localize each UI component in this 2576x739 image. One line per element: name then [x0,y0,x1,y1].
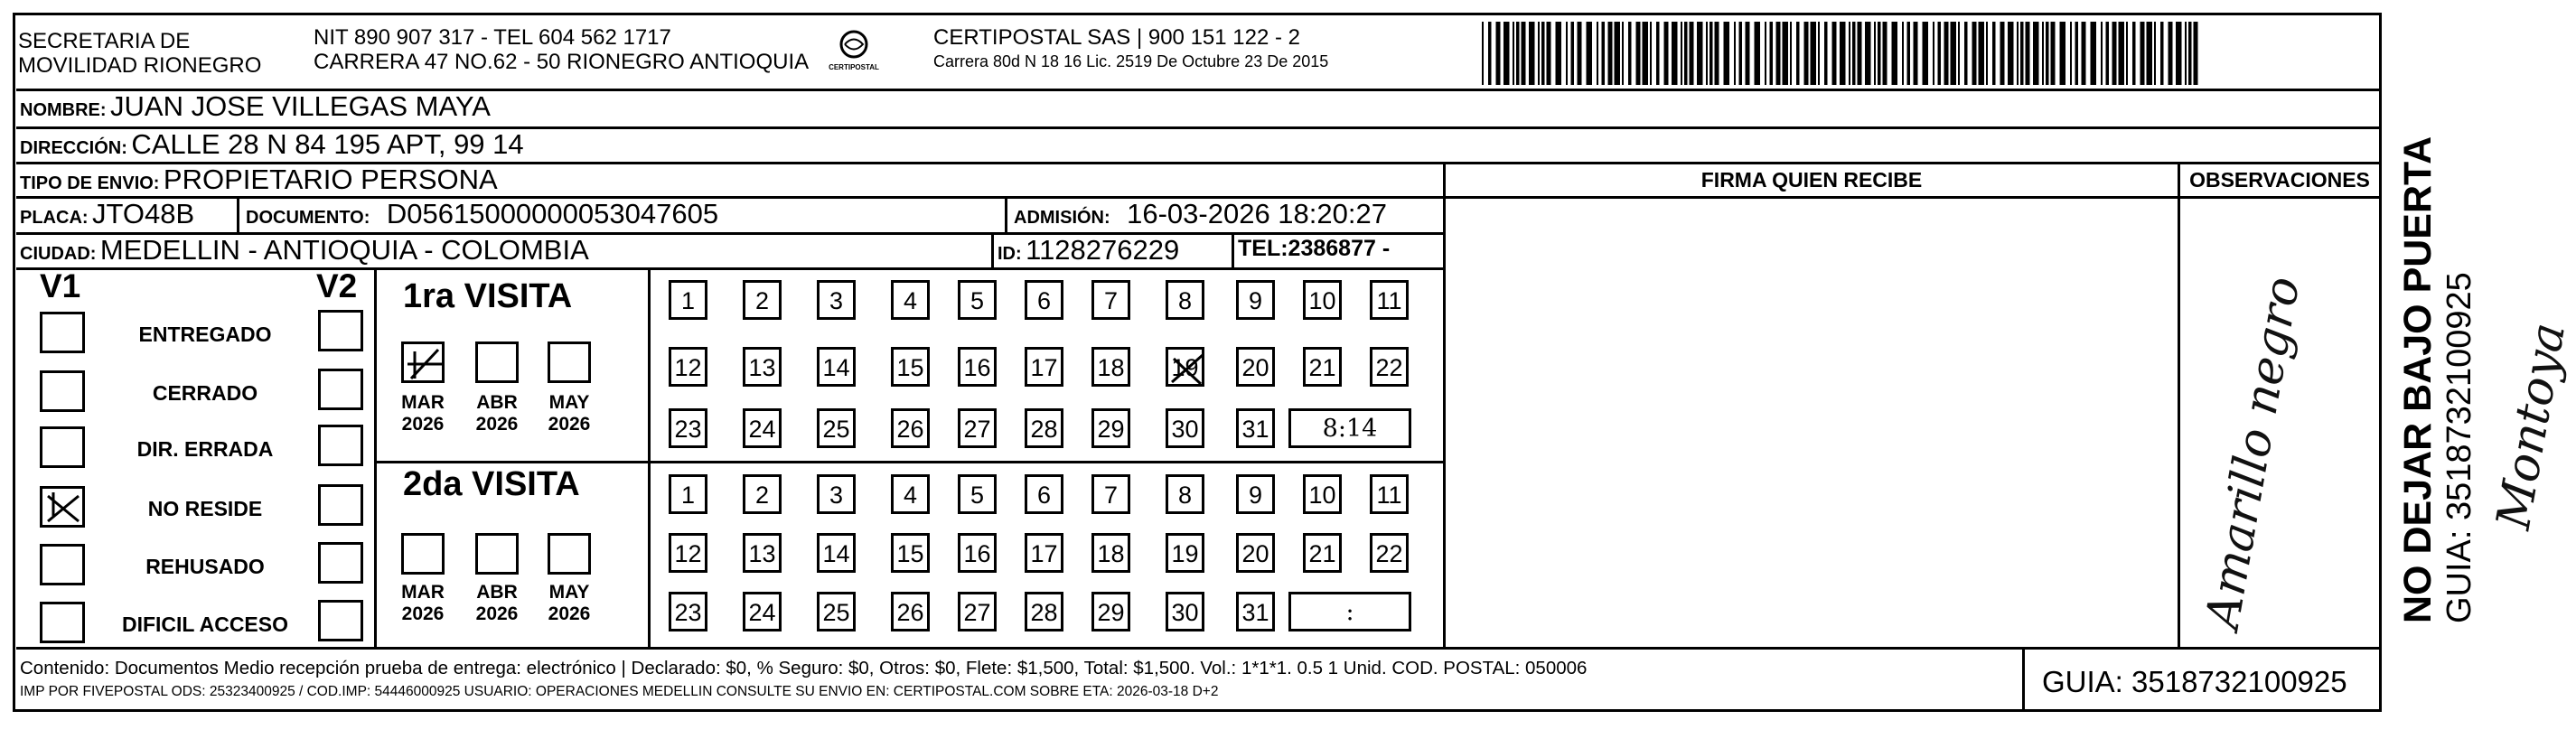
barcode-bar [1578,22,1582,85]
month-label: MAR 2026 [401,392,445,435]
footer-imp: IMP POR FIVEPOSTAL ODS: 25323400925 / COD.IMP: 54446000925 USUARIO: OPERACIONES MEDELLIN CONSULTE SU ENVIO EN: CERTIPOSTAL.COM SOBRE ETA: 2026-03-18 D+2 [20,684,1219,699]
barcode-bar [2008,22,2014,85]
barcode-bar [2194,22,2198,85]
certipostal-logo-icon [827,27,881,72]
nombre-label: NOMBRE: [20,100,107,120]
barcode-bar [1849,22,1850,85]
day-box[interactable]: 24 [743,592,782,631]
barcode-bar [1811,22,1817,85]
direccion-row [20,128,524,161]
barcode-bar [2017,22,2019,85]
barcode-bar [1690,22,1694,85]
barcode-bar [1765,22,1766,85]
month-checkbox[interactable] [401,341,445,383]
barcode-bar [2185,22,2187,85]
barcode-bar [1636,22,1641,85]
direccion-label: DIRECCIÓN: [20,138,127,158]
barcode-bar [1944,22,1949,85]
barcode-bar [1796,22,1800,85]
day-box[interactable]: 18 [1091,533,1130,573]
day-box[interactable]: 16 [958,347,997,387]
org-name [18,29,261,78]
barcode-bar [1992,22,1996,85]
barcode-bar [1979,22,1985,85]
v2-checkbox[interactable] [318,310,363,351]
barcode-bar [1587,22,1593,85]
id-cell [998,234,1179,267]
day-box[interactable]: 1 [669,474,707,514]
barcode-bar [2140,22,2145,85]
day-box[interactable]: 10 [1303,474,1342,514]
status-divider [374,267,377,647]
month-label: ABR 2026 [475,392,519,435]
nombre-row [20,90,491,123]
day-box[interactable]: 7 [1091,474,1130,514]
day-box[interactable]: 11 [1370,474,1409,514]
barcode-bar [2070,22,2072,85]
barcode-bar [1715,22,1719,85]
firma-label: FIRMA QUIEN RECIBE [1700,168,1923,192]
v2-checkbox[interactable] [318,600,363,641]
barcode-bar [2046,22,2049,85]
barcode-bar [2176,22,2182,85]
no-dejar-bajo-puerta: NO DEJAR BAJO PUERTA [2396,136,2440,623]
address-line: CARRERA 47 NO.62 - 50 RIONEGRO ANTIOQUIA [314,50,810,74]
barcode-bar [1516,22,1520,85]
documento-value: D05615000000053047605 [386,198,719,229]
visit-divider [374,461,1444,463]
v1-label: V1 [40,267,81,304]
id-label: ID: [998,244,1022,264]
ciudad-label: CIUDAD: [20,244,97,264]
direccion-value: CALLE 28 N 84 195 APT, 99 14 [131,128,524,160]
barcode-bar [1656,22,1660,85]
day-box[interactable]: 23 [669,592,707,631]
day-box[interactable]: 9 [1236,474,1275,514]
barcode-bar [1566,22,1568,85]
day-box[interactable]: 12 [669,347,707,387]
barcode-bar [1840,22,1846,85]
admision-value: 16-03-2026 18:20:27 [1127,198,1387,229]
day-box[interactable]: 22 [1370,533,1409,573]
barcode-bar [1513,22,1514,85]
v2-checkbox[interactable] [318,425,363,466]
day-box[interactable]: 10 [1303,280,1342,320]
day-box[interactable]: 15 [891,533,930,573]
cell-divider [1005,196,1007,232]
tipo-value: PROPIETARIO PERSONA [163,164,498,195]
day-box[interactable]: 30 [1166,592,1204,631]
day-box[interactable]: 7 [1091,280,1130,320]
barcode-bar [1681,22,1682,85]
day-box[interactable]: 21 [1303,347,1342,387]
barcode-bar [1697,22,1703,85]
svg-text:CERTIPOSTAL: CERTIPOSTAL [829,63,879,71]
month-label: MAY 2026 [548,392,591,435]
status-option-label: REHUSADO [145,555,265,578]
v1-checkbox[interactable] [40,486,85,528]
barcode-bar [1818,22,1820,85]
id-value: 1128276229 [1026,234,1180,266]
observaciones-label: OBSERVACIONES [2189,168,2370,192]
day-box[interactable]: 17 [1025,533,1063,573]
barcode-bar [1852,22,1856,85]
month-divider [648,267,651,647]
month-label: MAY 2026 [548,582,591,624]
day-box[interactable]: 6 [1025,280,1063,320]
barcode-bar [2112,22,2117,85]
day-box[interactable]: 4 [891,280,930,320]
courier-line2: Carrera 80d N 18 16 Lic. 2519 De Octubre 23 De 2015 [933,52,1329,70]
barcode-bar [2082,22,2086,85]
day-box[interactable]: 27 [958,592,997,631]
barcode [1480,22,2203,85]
placa-row [20,198,194,230]
day-box[interactable]: 26 [891,592,930,631]
barcode-bar [2132,22,2136,85]
barcode-bar [1878,22,1881,85]
month-checkbox[interactable] [548,533,591,575]
month-checkbox[interactable] [475,341,519,383]
cell-divider [1232,232,1234,268]
day-box[interactable]: 14 [817,533,856,573]
day-box[interactable]: 17 [1025,347,1063,387]
documento-label: DOCUMENTO: [246,208,370,228]
month-label: ABR 2026 [475,582,519,624]
barcode-bar [2160,22,2164,85]
barcode-bar [1986,22,1988,85]
day-box[interactable]: 26 [891,408,930,448]
day-box[interactable]: 5 [958,474,997,514]
day-box[interactable]: 8 [1166,474,1204,514]
row-divider [16,267,1444,270]
barcode-bar [1892,22,1898,85]
day-box[interactable]: 11 [1370,280,1409,320]
day-box[interactable]: 15 [891,347,930,387]
tel-cell [1238,236,1390,262]
v1-checkbox[interactable] [40,544,85,585]
tipo-label: TIPO DE ENVIO: [20,173,160,193]
barcode-bar [1684,22,1688,85]
day-box[interactable]: 21 [1303,533,1342,573]
day-box[interactable]: 6 [1025,474,1063,514]
day-box[interactable]: 30 [1166,408,1204,448]
barcode-bar [1496,22,1501,85]
day-box[interactable]: 22 [1370,347,1409,387]
barcode-bar [1958,22,1960,85]
first-visit-title: 1ra VISITA [403,277,573,315]
org-line2: MOVILIDAD RIONEGRO [18,53,262,78]
barcode-bar [1972,22,1977,85]
status-option-label: CERRADO [152,381,258,405]
day-box[interactable]: 13 [743,347,782,387]
placa-label: PLACA: [20,208,89,228]
courier-info [933,25,1328,73]
admision-cell [1014,198,1387,230]
barcode-bar [2060,22,2066,85]
day-box[interactable]: 18 [1091,347,1130,387]
barcode-bar [1951,22,1957,85]
barcode-bar [1597,22,1598,85]
barcode-bar [1874,22,1876,85]
day-box[interactable]: 16 [958,533,997,573]
day-box[interactable]: 20 [1236,347,1275,387]
courier-line1: CERTIPOSTAL SAS | 900 151 122 - 2 [933,25,1300,50]
footer-guia-divider [2022,647,2025,712]
handwritten-observation: Amarillo negro [2196,272,2311,633]
nombre-value: JUAN JOSE VILLEGAS MAYA [110,90,491,122]
day-box[interactable]: 24 [743,408,782,448]
tipo-row [20,164,498,196]
v1-checkbox[interactable] [40,370,85,412]
barcode-bar [1858,22,1862,85]
barcode-bar [2169,22,2173,85]
barcode-bar [2188,22,2192,85]
org-contact [314,25,809,74]
barcode-bar [1923,22,1929,85]
month-checkbox[interactable] [548,341,591,383]
v2-checkbox[interactable] [318,369,363,410]
barcode-bar [2147,22,2153,85]
barcode-bar [1571,22,1575,85]
day-box[interactable]: 2 [743,474,782,514]
barcode-bar [1650,22,1652,85]
barcode-bar [1824,22,1828,85]
cell-divider [237,196,239,232]
v1-checkbox[interactable] [40,426,85,468]
firma-divider [1443,162,1446,647]
status-option-label: DIFICIL ACCESO [121,613,288,636]
status-option-label: NO RESIDE [147,497,263,520]
status-option-label: DIR. ERRADA [136,437,274,461]
day-box[interactable]: 13 [743,533,782,573]
barcode-bar [1770,22,1774,85]
barcode-bar [2000,22,2005,85]
month-checkbox[interactable] [475,533,519,575]
v1-checkbox[interactable] [40,312,85,353]
tel-label: TEL: [1238,236,1288,261]
barcode-bar [2026,22,2030,85]
firma-header-divider [1443,196,2382,199]
ciudad-value: MEDELLIN - ANTIOQUIA - COLOMBIA [99,234,589,266]
day-box[interactable]: 27 [958,408,997,448]
day-box[interactable]: 28 [1025,592,1063,631]
barcode-bar [1664,22,1669,85]
barcode-bar [1706,22,1708,85]
v2-label: V2 [316,267,358,304]
placa-value: JTO48B [92,198,195,229]
barcode-bar [1538,22,1540,85]
barcode-bar [1541,22,1545,85]
barcode-bar [2154,22,2156,85]
month-checkbox[interactable] [401,533,445,575]
handwritten-name: Montoya [2487,318,2576,534]
barcode-bar [1556,22,1562,85]
barcode-bar [1804,22,1809,85]
barcode-bar [1622,22,1624,85]
footer-contenido: Contenido: Documentos Medio recepción prueba de entrega: electrónico | Declarado: $0, % Seguro: $0, Otros: $0, Flete: $1,500, Total: $1,500. Vol.: 1*1*1. 0.5 1 Unid. COD. POSTAL: 050006 [20,658,1588,678]
footer-guia: GUIA: 3518732100925 [2042,665,2347,698]
barcode-bar [1734,22,1736,85]
day-box[interactable]: 3 [817,474,856,514]
barcode-bar [2101,22,2103,85]
barcode-bar [2106,22,2110,85]
barcode-bar [1615,22,1621,85]
day-box[interactable]: 19 [1166,533,1204,573]
barcode-bar [1547,22,1551,85]
v2-checkbox[interactable] [318,542,363,584]
month-label: MAR 2026 [401,582,445,624]
barcode-bar [2051,22,2056,85]
barcode-bar [1724,22,1730,85]
barcode-bar [1710,22,1713,85]
barcode-bar [1933,22,1934,85]
day-box[interactable]: 23 [669,408,707,448]
nit-line: NIT 890 907 317 - TEL 604 562 1717 [314,25,671,50]
day-box[interactable]: 19 [1166,347,1204,387]
barcode-bar [2119,22,2125,85]
barcode-bar [1755,22,1761,85]
barcode-bar [1602,22,1606,85]
side-guia: GUIA: 3518732100925 [2440,272,2478,623]
barcode-bar [2042,22,2044,85]
barcode-bar [1488,22,1492,85]
side-warning [2396,136,2479,623]
barcode-bar [1739,22,1743,85]
documento-cell [246,198,718,230]
observaciones-divider [2178,162,2180,647]
v1-checkbox[interactable] [40,602,85,643]
barcode-bar [1832,22,1837,85]
org-line1: SECRETARIA DE [18,29,191,53]
day-box[interactable]: 3 [817,280,856,320]
day-box[interactable]: 20 [1236,533,1275,573]
check-mark-icon [1168,350,1207,389]
barcode-bar [2126,22,2128,85]
ciudad-row [20,234,589,267]
barcode-bar [1902,22,1904,85]
barcode-bar [1529,22,1535,85]
barcode-bar [1643,22,1649,85]
barcode-bar [1907,22,1911,85]
barcode-bar [1628,22,1632,85]
day-box[interactable]: 9 [1236,280,1275,320]
barcode-bar [1746,22,1750,85]
day-box[interactable]: 1 [669,280,707,320]
barcode-bar [2033,22,2039,85]
tel-value: 2386877 - [1288,236,1391,261]
barcode-bar [1938,22,1942,85]
day-box[interactable]: 29 [1091,408,1130,448]
barcode-bar [2020,22,2024,85]
day-box[interactable]: 5 [958,280,997,320]
day-box[interactable]: 4 [891,474,930,514]
check-mark-icon [404,344,447,386]
barcode-bar [1865,22,1871,85]
status-option-label: ENTREGADO [138,323,272,346]
barcode-bar [1672,22,1678,85]
day-box[interactable]: 14 [817,347,856,387]
cell-divider [991,232,994,268]
barcode-bar [2091,22,2097,85]
barcode-bar [1608,22,1613,85]
barcode-bar [1776,22,1781,85]
admision-label: ADMISIÓN: [1014,208,1110,228]
time-box[interactable]: : [1288,592,1411,631]
check-mark-icon [42,489,88,530]
day-box[interactable]: 29 [1091,592,1130,631]
day-box[interactable]: 25 [817,408,856,448]
footer-divider [16,647,2382,650]
v2-checkbox[interactable] [318,484,363,526]
barcode-bar [1503,22,1510,85]
day-box[interactable]: 25 [817,592,856,631]
day-box[interactable]: 12 [669,533,707,573]
day-box[interactable]: 8 [1166,280,1204,320]
time-box[interactable]: 8:14 [1288,408,1411,448]
day-box[interactable]: 28 [1025,408,1063,448]
barcode-bar [1883,22,1888,85]
day-box[interactable]: 31 [1236,408,1275,448]
barcode-bar [1790,22,1792,85]
barcode-bar [2075,22,2079,85]
barcode-bar [1482,22,1484,85]
barcode-bar [1964,22,1968,85]
second-visit-title: 2da VISITA [403,465,580,503]
day-box[interactable]: 31 [1236,592,1275,631]
barcode-bar [1522,22,1526,85]
barcode-bar [1783,22,1789,85]
day-box[interactable]: 2 [743,280,782,320]
barcode-bar [1914,22,1918,85]
